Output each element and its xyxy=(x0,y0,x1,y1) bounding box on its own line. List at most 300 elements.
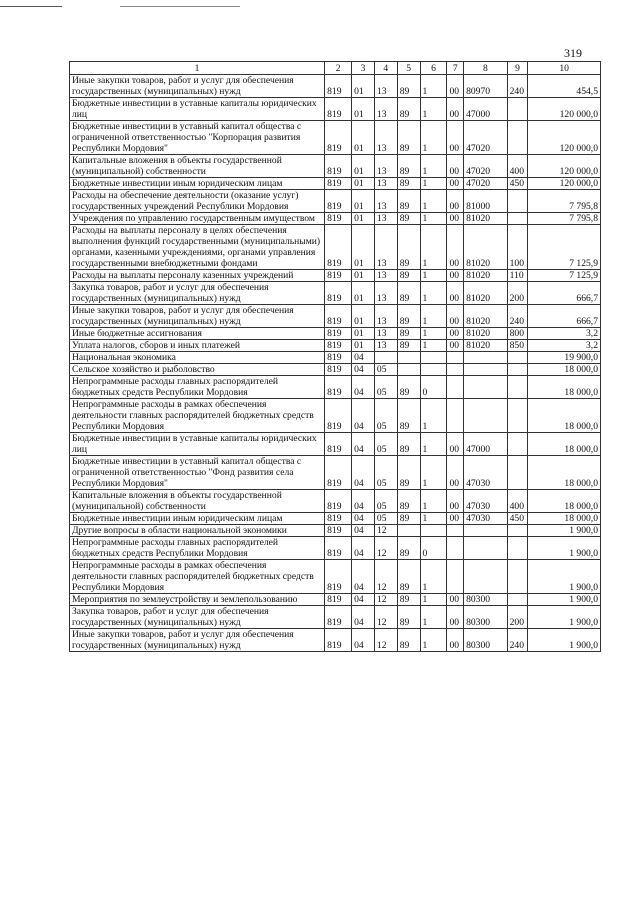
row-code-cell-c9: 850 xyxy=(507,340,528,352)
row-code-cell-c5: 89 xyxy=(397,629,420,652)
row-code-cell-c4: 12 xyxy=(374,606,397,629)
row-code-cell-c8: 81020 xyxy=(464,328,508,340)
row-code-cell-c9: 240 xyxy=(507,305,528,328)
row-code-cell-c5: 89 xyxy=(397,121,420,155)
row-code-cell-c7: 00 xyxy=(447,282,464,305)
row-code-cell-c5 xyxy=(397,352,420,364)
row-code-cell-c3: 01 xyxy=(352,225,375,270)
row-code-cell-c10: 18 000,0 xyxy=(528,364,601,376)
row-code-cell-c2: 819 xyxy=(325,376,352,399)
row-code-cell-c4: 13 xyxy=(374,282,397,305)
row-code-cell-c7: 00 xyxy=(447,121,464,155)
table-body xyxy=(70,75,601,652)
row-code-cell-c5: 89 xyxy=(397,270,420,282)
table-row xyxy=(70,606,601,629)
row-code-cell-c10: 7 125,9 xyxy=(528,225,601,270)
table-row xyxy=(70,121,601,155)
row-code-cell-c4: 05 xyxy=(374,376,397,399)
row-code-cell-c6 xyxy=(420,525,447,537)
row-code-cell-c8: 47020 xyxy=(464,155,508,178)
row-code-cell-c3: 01 xyxy=(352,155,375,178)
row-code-cell-c9: 240 xyxy=(507,629,528,652)
row-code-cell-c3: 04 xyxy=(352,364,375,376)
row-code-cell-c2: 819 xyxy=(325,433,352,456)
row-code-cell-c10: 1 900,0 xyxy=(528,537,601,560)
row-code-cell-c3: 04 xyxy=(352,433,375,456)
row-code-cell-c5: 89 xyxy=(397,213,420,225)
row-code-cell-c10: 7 795,8 xyxy=(528,190,601,213)
table-row xyxy=(70,282,601,305)
header-cell: 6 xyxy=(420,62,447,75)
row-code-cell-c10: 18 000,0 xyxy=(528,513,601,525)
table-row xyxy=(70,98,601,121)
row-code-cell-c2: 819 xyxy=(325,456,352,490)
row-code-cell-c8: 47020 xyxy=(464,121,508,155)
row-code-cell-c5: 89 xyxy=(397,399,420,433)
row-code-cell-c9 xyxy=(507,456,528,490)
row-code-cell-c2: 819 xyxy=(325,75,352,98)
table-row xyxy=(70,213,601,225)
row-code-cell-c3: 01 xyxy=(352,213,375,225)
row-code-cell-c7 xyxy=(447,560,464,594)
row-code-cell-c8: 80300 xyxy=(464,594,508,606)
row-code-cell-c4: 13 xyxy=(374,213,397,225)
row-code-cell-c3: 01 xyxy=(352,328,375,340)
table-row xyxy=(70,178,601,190)
row-code-cell-c2: 819 xyxy=(325,225,352,270)
row-code-cell-c6: 1 xyxy=(420,155,447,178)
table-row xyxy=(70,376,601,399)
row-code-cell-c2: 819 xyxy=(325,155,352,178)
row-code-cell-c4: 12 xyxy=(374,537,397,560)
row-code-cell-c7: 00 xyxy=(447,629,464,652)
row-code-cell-c10: 18 000,0 xyxy=(528,376,601,399)
row-code-cell-c8 xyxy=(464,525,508,537)
row-code-cell-c5: 89 xyxy=(397,537,420,560)
row-code-cell-c4: 12 xyxy=(374,629,397,652)
row-code-cell-c10: 666,7 xyxy=(528,305,601,328)
row-code-cell-c3: 04 xyxy=(352,376,375,399)
table-row xyxy=(70,352,601,364)
row-code-cell-c4: 13 xyxy=(374,75,397,98)
row-code-cell-c6: 1 xyxy=(420,340,447,352)
row-name-cell: Мероприятия по землеустройству и землепользованию xyxy=(70,594,325,606)
row-code-cell-c6: 1 xyxy=(420,433,447,456)
row-code-cell-c7: 00 xyxy=(447,456,464,490)
row-code-cell-c5: 89 xyxy=(397,456,420,490)
row-name-cell: Непрограммные расходы главных распорядителей бюджетных средств Республики Мордовия xyxy=(70,376,325,399)
row-code-cell-c6: 1 xyxy=(420,282,447,305)
row-code-cell-c4: 13 xyxy=(374,155,397,178)
row-code-cell-c10: 666,7 xyxy=(528,282,601,305)
table-row xyxy=(70,629,601,652)
table-row xyxy=(70,456,601,490)
row-code-cell-c6: 1 xyxy=(420,328,447,340)
row-name-cell: Другие вопросы в области национальной экономики xyxy=(70,525,325,537)
row-code-cell-c10: 1 900,0 xyxy=(528,560,601,594)
row-code-cell-c5: 89 xyxy=(397,225,420,270)
row-code-cell-c9: 240 xyxy=(507,75,528,98)
row-code-cell-c6: 1 xyxy=(420,513,447,525)
row-code-cell-c7 xyxy=(447,376,464,399)
row-code-cell-c3: 01 xyxy=(352,190,375,213)
row-code-cell-c5: 89 xyxy=(397,490,420,513)
row-code-cell-c8 xyxy=(464,352,508,364)
table-row xyxy=(70,399,601,433)
row-code-cell-c9 xyxy=(507,213,528,225)
budget-table xyxy=(69,61,601,652)
row-code-cell-c4: 12 xyxy=(374,525,397,537)
page-number: 319 xyxy=(564,46,582,60)
row-code-cell-c4: 05 xyxy=(374,399,397,433)
table-row xyxy=(70,364,601,376)
row-code-cell-c6 xyxy=(420,352,447,364)
row-code-cell-c9 xyxy=(507,594,528,606)
row-code-cell-c7: 00 xyxy=(447,305,464,328)
header-cell: 5 xyxy=(397,62,420,75)
row-code-cell-c7: 00 xyxy=(447,594,464,606)
table-row xyxy=(70,155,601,178)
row-code-cell-c2: 819 xyxy=(325,490,352,513)
row-name-cell: Иные закупки товаров, работ и услуг для обеспечения государственных (муниципальных) нужд xyxy=(70,75,325,98)
row-code-cell-c9: 450 xyxy=(507,513,528,525)
row-code-cell-c9: 800 xyxy=(507,328,528,340)
row-code-cell-c10: 7 795,8 xyxy=(528,213,601,225)
row-name-cell: Непрограммные расходы в рамках обеспечения деятельности главных распорядителей бюджетных средств Республики Мордовия xyxy=(70,399,325,433)
row-code-cell-c3: 04 xyxy=(352,490,375,513)
row-code-cell-c5: 89 xyxy=(397,155,420,178)
row-code-cell-c8: 81020 xyxy=(464,282,508,305)
row-code-cell-c4: 05 xyxy=(374,433,397,456)
row-code-cell-c6: 1 xyxy=(420,213,447,225)
row-code-cell-c2: 819 xyxy=(325,190,352,213)
table-row xyxy=(70,328,601,340)
row-code-cell-c5: 89 xyxy=(397,433,420,456)
row-code-cell-c7: 00 xyxy=(447,270,464,282)
row-code-cell-c7: 00 xyxy=(447,340,464,352)
row-code-cell-c5: 89 xyxy=(397,560,420,594)
header-cell: 4 xyxy=(374,62,397,75)
row-name-cell: Закупка товаров, работ и услуг для обеспечения государственных (муниципальных) нужд xyxy=(70,282,325,305)
row-code-cell-c2: 819 xyxy=(325,213,352,225)
row-code-cell-c8: 47030 xyxy=(464,513,508,525)
row-code-cell-c8: 80970 xyxy=(464,75,508,98)
row-code-cell-c3: 04 xyxy=(352,537,375,560)
row-code-cell-c2: 819 xyxy=(325,537,352,560)
row-code-cell-c9 xyxy=(507,376,528,399)
row-code-cell-c5: 89 xyxy=(397,75,420,98)
row-code-cell-c2: 819 xyxy=(325,364,352,376)
row-code-cell-c5 xyxy=(397,525,420,537)
row-code-cell-c3: 01 xyxy=(352,98,375,121)
row-code-cell-c4: 12 xyxy=(374,594,397,606)
row-code-cell-c9: 200 xyxy=(507,282,528,305)
row-code-cell-c10: 3,2 xyxy=(528,328,601,340)
row-name-cell: Капитальные вложения в объекты государственной (муниципальной) собственности xyxy=(70,155,325,178)
row-code-cell-c7 xyxy=(447,352,464,364)
row-code-cell-c8: 81020 xyxy=(464,340,508,352)
row-code-cell-c4: 13 xyxy=(374,190,397,213)
row-code-cell-c5: 89 xyxy=(397,190,420,213)
row-code-cell-c4: 05 xyxy=(374,364,397,376)
row-name-cell: Расходы на выплаты персоналу казенных учреждений xyxy=(70,270,325,282)
row-code-cell-c3: 04 xyxy=(352,594,375,606)
row-name-cell: Учреждения по управлению государственным имуществом xyxy=(70,213,325,225)
row-code-cell-c6: 1 xyxy=(420,560,447,594)
row-code-cell-c3: 01 xyxy=(352,121,375,155)
row-code-cell-c8: 81020 xyxy=(464,305,508,328)
row-code-cell-c9 xyxy=(507,121,528,155)
row-code-cell-c3: 01 xyxy=(352,75,375,98)
row-code-cell-c6 xyxy=(420,364,447,376)
row-code-cell-c5: 89 xyxy=(397,305,420,328)
row-code-cell-c10: 1 900,0 xyxy=(528,594,601,606)
table-row xyxy=(70,75,601,98)
row-code-cell-c3: 04 xyxy=(352,456,375,490)
row-code-cell-c3: 01 xyxy=(352,270,375,282)
row-code-cell-c8 xyxy=(464,399,508,433)
row-code-cell-c7: 00 xyxy=(447,190,464,213)
row-code-cell-c8: 47030 xyxy=(464,490,508,513)
row-name-cell: Закупка товаров, работ и услуг для обеспечения государственных (муниципальных) нужд xyxy=(70,606,325,629)
row-name-cell: Бюджетные инвестиции в уставный капитал общества с ограниченной ответственностью "Фонд развития села Республики Мордовия" xyxy=(70,456,325,490)
row-code-cell-c10: 1 900,0 xyxy=(528,629,601,652)
header-cell: 3 xyxy=(352,62,375,75)
header-cell: 9 xyxy=(507,62,528,75)
header-cell: 10 xyxy=(528,62,601,75)
row-code-cell-c2: 819 xyxy=(325,98,352,121)
row-code-cell-c6: 1 xyxy=(420,594,447,606)
row-code-cell-c4: 13 xyxy=(374,225,397,270)
row-code-cell-c10: 120 000,0 xyxy=(528,155,601,178)
row-code-cell-c7: 00 xyxy=(447,606,464,629)
row-code-cell-c3: 04 xyxy=(352,513,375,525)
row-code-cell-c2: 819 xyxy=(325,305,352,328)
row-code-cell-c8: 80300 xyxy=(464,606,508,629)
row-code-cell-c9: 450 xyxy=(507,178,528,190)
row-name-cell: Расходы на выплаты персоналу в целях обеспечения выполнения функций государственными (муниципальными) органами, казенными учреждениями, органами управления государственными внебюджетными фондами xyxy=(70,225,325,270)
header-cell: 2 xyxy=(325,62,352,75)
row-code-cell-c8: 81020 xyxy=(464,213,508,225)
row-code-cell-c8: 47000 xyxy=(464,433,508,456)
row-code-cell-c6: 1 xyxy=(420,629,447,652)
row-code-cell-c3: 01 xyxy=(352,282,375,305)
row-code-cell-c7: 00 xyxy=(447,155,464,178)
row-code-cell-c2: 819 xyxy=(325,399,352,433)
row-name-cell: Непрограммные расходы главных распорядителей бюджетных средств Республики Мордовия xyxy=(70,537,325,560)
row-name-cell: Бюджетные инвестиции иным юридическим лицам xyxy=(70,513,325,525)
row-code-cell-c7 xyxy=(447,525,464,537)
row-code-cell-c7 xyxy=(447,537,464,560)
row-code-cell-c9 xyxy=(507,560,528,594)
row-code-cell-c4: 05 xyxy=(374,456,397,490)
row-code-cell-c2: 819 xyxy=(325,121,352,155)
row-name-cell: Иные закупки товаров, работ и услуг для обеспечения государственных (муниципальных) нужд xyxy=(70,629,325,652)
row-code-cell-c10: 7 125,9 xyxy=(528,270,601,282)
table-row xyxy=(70,433,601,456)
row-code-cell-c10: 18 000,0 xyxy=(528,433,601,456)
row-code-cell-c6: 1 xyxy=(420,399,447,433)
row-name-cell: Иные закупки товаров, работ и услуг для обеспечения государственных (муниципальных) нужд xyxy=(70,305,325,328)
row-code-cell-c7: 00 xyxy=(447,513,464,525)
row-code-cell-c3: 04 xyxy=(352,560,375,594)
row-code-cell-c3: 01 xyxy=(352,178,375,190)
row-code-cell-c2: 819 xyxy=(325,606,352,629)
row-name-cell: Иные бюджетные ассигнования xyxy=(70,328,325,340)
row-code-cell-c9: 400 xyxy=(507,490,528,513)
row-code-cell-c2: 819 xyxy=(325,328,352,340)
row-name-cell: Капитальные вложения в объекты государственной (муниципальной) собственности xyxy=(70,490,325,513)
row-code-cell-c6: 1 xyxy=(420,190,447,213)
header-cell: 1 xyxy=(70,62,325,75)
table-row xyxy=(70,537,601,560)
row-code-cell-c10: 1 900,0 xyxy=(528,606,601,629)
row-code-cell-c9 xyxy=(507,98,528,121)
row-code-cell-c3: 04 xyxy=(352,606,375,629)
row-code-cell-c5: 89 xyxy=(397,594,420,606)
header-cell: 8 xyxy=(464,62,508,75)
row-code-cell-c9 xyxy=(507,537,528,560)
row-code-cell-c7 xyxy=(447,364,464,376)
row-code-cell-c5: 89 xyxy=(397,513,420,525)
row-code-cell-c4: 13 xyxy=(374,121,397,155)
row-code-cell-c4: 05 xyxy=(374,513,397,525)
table-row xyxy=(70,270,601,282)
row-code-cell-c8 xyxy=(464,560,508,594)
row-code-cell-c6: 1 xyxy=(420,270,447,282)
row-name-cell: Непрограммные расходы в рамках обеспечения деятельности главных распорядителей бюджетных средств Республики Мордовия xyxy=(70,560,325,594)
row-code-cell-c7: 00 xyxy=(447,433,464,456)
table-row xyxy=(70,560,601,594)
row-code-cell-c6: 1 xyxy=(420,178,447,190)
row-code-cell-c2: 819 xyxy=(325,340,352,352)
row-code-cell-c5 xyxy=(397,364,420,376)
row-code-cell-c6: 1 xyxy=(420,75,447,98)
row-code-cell-c5: 89 xyxy=(397,340,420,352)
row-code-cell-c6: 1 xyxy=(420,121,447,155)
row-code-cell-c10: 19 900,0 xyxy=(528,352,601,364)
row-code-cell-c7: 00 xyxy=(447,178,464,190)
table-row xyxy=(70,513,601,525)
row-code-cell-c6: 1 xyxy=(420,225,447,270)
row-name-cell: Сельское хозяйство и рыболовство xyxy=(70,364,325,376)
header-cell: 7 xyxy=(447,62,464,75)
row-code-cell-c5: 89 xyxy=(397,178,420,190)
row-code-cell-c4: 05 xyxy=(374,490,397,513)
row-code-cell-c9 xyxy=(507,190,528,213)
row-code-cell-c10: 120 000,0 xyxy=(528,121,601,155)
row-code-cell-c4 xyxy=(374,352,397,364)
row-code-cell-c4: 13 xyxy=(374,340,397,352)
row-code-cell-c9: 200 xyxy=(507,606,528,629)
table-row xyxy=(70,594,601,606)
row-name-cell: Бюджетные инвестиции иным юридическим лицам xyxy=(70,178,325,190)
row-code-cell-c7: 00 xyxy=(447,75,464,98)
row-code-cell-c2: 819 xyxy=(325,513,352,525)
row-name-cell: Уплата налогов, сборов и иных платежей xyxy=(70,340,325,352)
row-code-cell-c8: 47000 xyxy=(464,98,508,121)
row-code-cell-c9 xyxy=(507,364,528,376)
table-row xyxy=(70,525,601,537)
row-code-cell-c9 xyxy=(507,399,528,433)
row-code-cell-c6: 1 xyxy=(420,456,447,490)
row-code-cell-c2: 819 xyxy=(325,594,352,606)
row-code-cell-c3: 04 xyxy=(352,629,375,652)
row-code-cell-c6: 0 xyxy=(420,537,447,560)
row-code-cell-c7 xyxy=(447,399,464,433)
row-code-cell-c8: 81020 xyxy=(464,270,508,282)
row-name-cell: Бюджетные инвестиции в уставные капиталы юридических лиц xyxy=(70,98,325,121)
row-code-cell-c9 xyxy=(507,352,528,364)
row-code-cell-c8: 47020 xyxy=(464,178,508,190)
table-row xyxy=(70,190,601,213)
row-code-cell-c4: 12 xyxy=(374,560,397,594)
row-code-cell-c9 xyxy=(507,525,528,537)
row-code-cell-c2: 819 xyxy=(325,270,352,282)
row-code-cell-c5: 89 xyxy=(397,376,420,399)
row-code-cell-c10: 18 000,0 xyxy=(528,456,601,490)
row-code-cell-c6: 0 xyxy=(420,376,447,399)
row-name-cell: Бюджетные инвестиции в уставный капитал общества с ограниченной ответственностью "Корпорация развития Республики Мордовия" xyxy=(70,121,325,155)
row-code-cell-c8 xyxy=(464,364,508,376)
row-code-cell-c8 xyxy=(464,537,508,560)
row-code-cell-c4: 13 xyxy=(374,270,397,282)
top-rule-left xyxy=(0,6,62,7)
row-code-cell-c10: 18 000,0 xyxy=(528,490,601,513)
row-code-cell-c3: 04 xyxy=(352,525,375,537)
row-code-cell-c9: 400 xyxy=(507,155,528,178)
row-code-cell-c2: 819 xyxy=(325,352,352,364)
row-code-cell-c2: 819 xyxy=(325,525,352,537)
row-name-cell: Бюджетные инвестиции в уставные капиталы юридических лиц xyxy=(70,433,325,456)
row-code-cell-c8: 81000 xyxy=(464,190,508,213)
row-code-cell-c10: 1 900,0 xyxy=(528,525,601,537)
row-code-cell-c5: 89 xyxy=(397,606,420,629)
row-code-cell-c4: 13 xyxy=(374,328,397,340)
row-code-cell-c3: 01 xyxy=(352,340,375,352)
row-code-cell-c3: 01 xyxy=(352,305,375,328)
row-code-cell-c3: 04 xyxy=(352,399,375,433)
row-code-cell-c2: 819 xyxy=(325,560,352,594)
row-code-cell-c4: 13 xyxy=(374,178,397,190)
row-code-cell-c2: 819 xyxy=(325,178,352,190)
table-row xyxy=(70,225,601,270)
row-code-cell-c10: 3,2 xyxy=(528,340,601,352)
table-row xyxy=(70,340,601,352)
table-row xyxy=(70,490,601,513)
row-code-cell-c2: 819 xyxy=(325,629,352,652)
row-code-cell-c3: 04 xyxy=(352,352,375,364)
row-code-cell-c9: 110 xyxy=(507,270,528,282)
row-code-cell-c7: 00 xyxy=(447,213,464,225)
row-code-cell-c7: 00 xyxy=(447,98,464,121)
row-code-cell-c6: 1 xyxy=(420,606,447,629)
header-row xyxy=(70,62,601,75)
row-code-cell-c10: 120 000,0 xyxy=(528,178,601,190)
row-code-cell-c8: 81020 xyxy=(464,225,508,270)
row-code-cell-c8 xyxy=(464,376,508,399)
row-name-cell: Национальная экономика xyxy=(70,352,325,364)
row-code-cell-c6: 1 xyxy=(420,490,447,513)
row-code-cell-c4: 13 xyxy=(374,98,397,121)
row-code-cell-c7: 00 xyxy=(447,225,464,270)
row-name-cell: Расходы на обеспечение деятельности (оказание услуг) государственных учреждений Республики Мордовия xyxy=(70,190,325,213)
row-code-cell-c9: 100 xyxy=(507,225,528,270)
row-code-cell-c6: 1 xyxy=(420,305,447,328)
row-code-cell-c5: 89 xyxy=(397,98,420,121)
row-code-cell-c8: 47030 xyxy=(464,456,508,490)
row-code-cell-c6: 1 xyxy=(420,98,447,121)
